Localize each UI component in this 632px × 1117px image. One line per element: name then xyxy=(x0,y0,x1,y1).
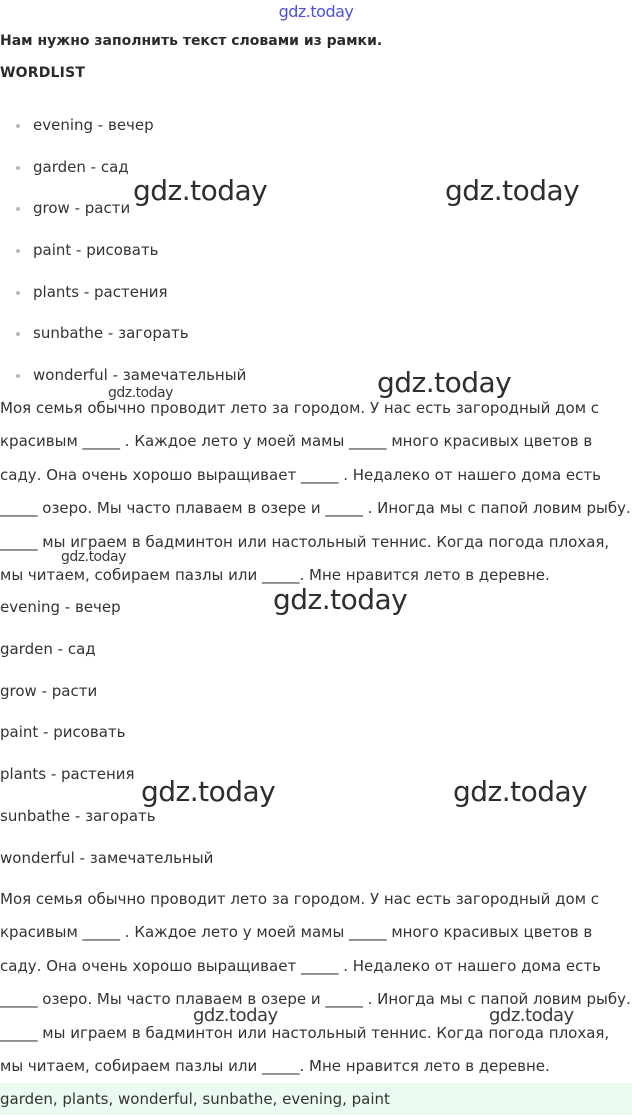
site-logo: gdz.today xyxy=(278,2,354,21)
list-item: sunbathe - загорать xyxy=(0,806,156,825)
watermark: gdz.today xyxy=(141,775,276,808)
watermark: gdz.today xyxy=(377,366,512,399)
list-item: paint - рисовать xyxy=(0,233,400,275)
list-item: sunbathe - загорать xyxy=(0,316,400,358)
wordlist-plain xyxy=(0,590,400,883)
task-paragraph: Моя семья обычно проводит лето за городом. У нас есть загородный дом с красивым _____ . Каждое лето у моей мамы _____ много красивых цветов в саду. Она очень хорошо выращивает _____ . Недалеко от нашего дома есть _____ озеро. Мы часто плаваем в озере и _____ . Иногда мы с папой ловим рыбу. _____ мы играем в бадминтон или настольный теннис. Когда погода плохая, мы читаем, собираем пазлы или _____. Мне нравится лето в деревне. xyxy=(0,399,631,585)
watermark: gdz.today xyxy=(445,174,580,207)
watermark: gdz.today xyxy=(453,775,588,808)
answer-box: garden, plants, wonderful, sunbathe, evening, paint xyxy=(0,1083,632,1115)
list-item: wonderful - замечательный xyxy=(0,358,400,400)
list-item: grow - расти xyxy=(0,191,400,233)
list-item: garden - сад xyxy=(0,150,400,192)
wordlist-bulleted xyxy=(0,108,400,400)
watermark: gdz.today xyxy=(108,385,173,401)
watermark: gdz.today xyxy=(133,174,268,207)
list-item: grow - расти xyxy=(0,681,98,700)
watermark: gdz.today xyxy=(273,583,408,616)
list-item: evening - вечер xyxy=(0,108,400,150)
list-item: paint - рисовать xyxy=(0,723,126,742)
watermark: gdz.today xyxy=(61,549,126,565)
wordlist-title: WORDLIST xyxy=(0,65,86,81)
watermark: gdz.today xyxy=(489,1005,574,1026)
list-item: plants - растения xyxy=(0,765,135,784)
task-heading: Нам нужно заполнить текст словами из рамки. xyxy=(0,33,383,49)
list-item: garden - сад xyxy=(0,639,96,658)
list-item: evening - вечер xyxy=(0,598,121,616)
watermark: gdz.today xyxy=(193,1005,278,1026)
task-paragraph-repeat: Моя семья обычно проводит лето за городом. У нас есть загородный дом с красивым _____ . Каждое лето у моей мамы _____ много красивых цветов в саду. Она очень хорошо выращивает _____ . Недалеко от нашего дома есть _____ озеро. Мы часто плаваем в озере и _____ . Иногда мы с папой ловим рыбу. _____ мы играем в бадминтон или настольный теннис. Когда погода плохая, мы читаем, собираем пазлы или _____. Мне нравится лето в деревне. xyxy=(0,890,631,1076)
list-item: wonderful - замечательный xyxy=(0,848,214,867)
list-item: plants - растения xyxy=(0,275,400,317)
